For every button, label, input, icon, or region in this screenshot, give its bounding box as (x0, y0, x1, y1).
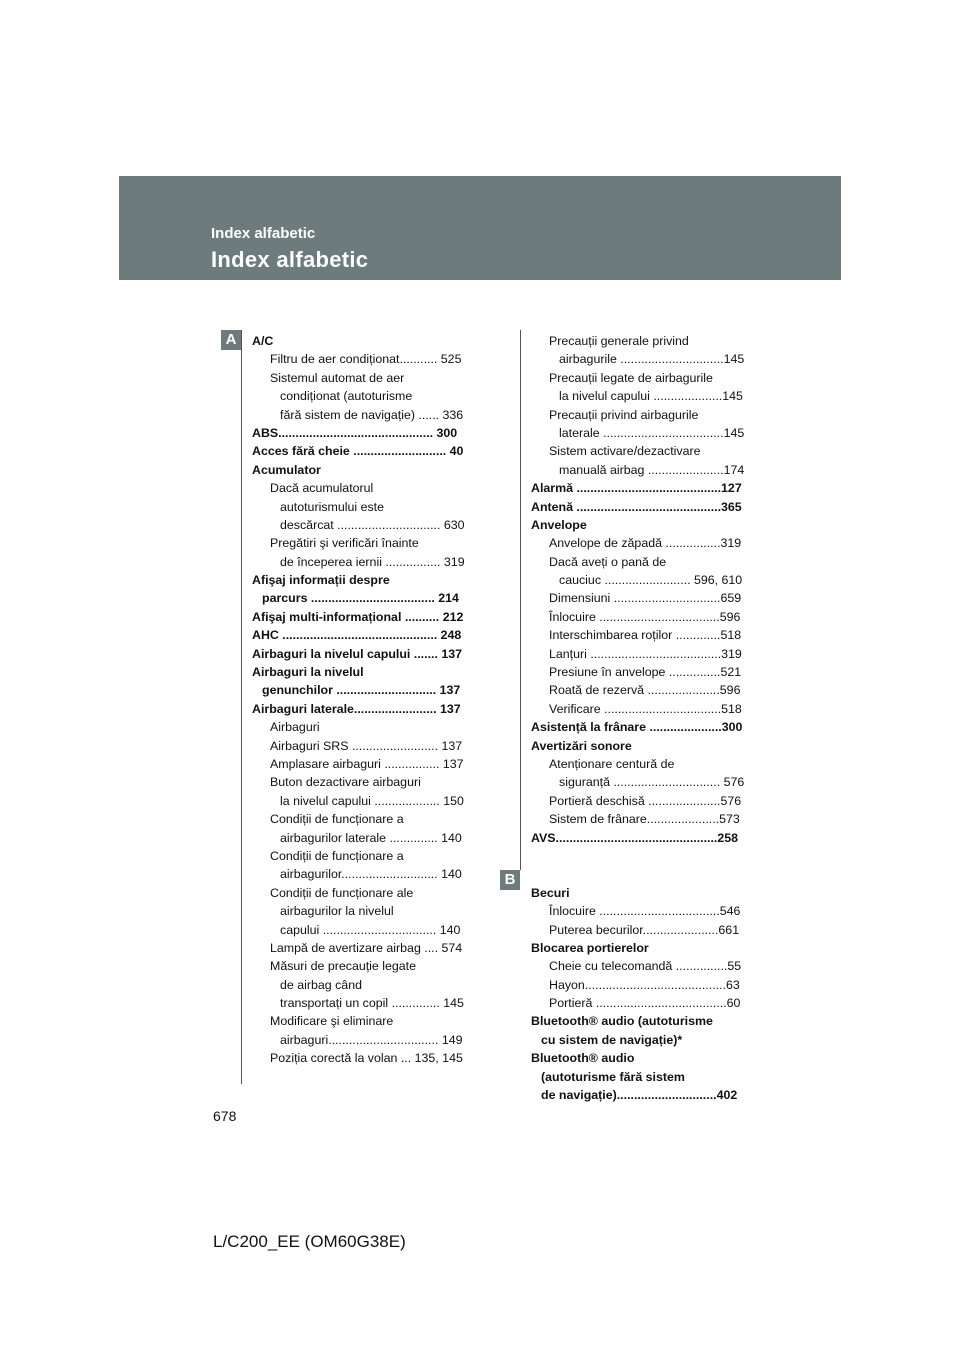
blank-line (531, 865, 751, 883)
page-number: 678 (213, 1108, 237, 1124)
index-entry: Precauții generale privind (549, 334, 689, 348)
index-entry: Precauții privind airbagurile (549, 407, 699, 422)
index-entry: Portieră deschisă .....................576 (549, 793, 742, 808)
index-entry: AHC ............................................. 248 (252, 628, 462, 643)
index-entry: Avertizări sonore (531, 738, 632, 753)
index-entry: ABS............................................. 300 (252, 425, 458, 440)
index-entry: Becuri (531, 885, 570, 900)
index-entry: airbagurilor la nivelul (280, 904, 394, 919)
index-entry: Precauții legate de airbagurile (549, 370, 713, 385)
index-entry: Poziția corectă la volan ... 135, 145 (270, 1051, 463, 1066)
index-entry: Anvelope de zăpadă ................319 (549, 536, 742, 551)
index-entry: de începerea iernii ................ 319 (280, 554, 465, 569)
index-entry: Pregătiri şi verificări înainte (270, 536, 419, 551)
index-entry: Acumulator (252, 462, 321, 477)
index-entry: cauciuc ......................... 596, 610 (559, 573, 743, 588)
index-entry: laterale ...................................145 (559, 425, 745, 440)
index-entry: Amplasare airbaguri ................ 137 (270, 756, 464, 771)
index-entry: Cheie cu telecomandă ...............55 (549, 959, 742, 974)
index-entry: de airbag când (280, 977, 362, 992)
index-entry: Bluetooth® audio (531, 1051, 635, 1066)
index-entry: Afişaj multi-informațional .......... 212 (252, 609, 464, 624)
index-entry: Portieră ......................................60 (549, 996, 741, 1011)
right-column-rule (520, 330, 521, 870)
index-entry: airbagurilor............................ 140 (280, 867, 462, 882)
index-entry: airbaguri................................ 149 (280, 1032, 463, 1047)
index-entry: Sistem de frânare.....................573 (549, 812, 740, 827)
index-entry: la nivelul capului ................... 150 (280, 793, 464, 808)
index-entry: Airbaguri la nivelul capului ....... 137 (252, 646, 463, 661)
section-letter-a: A (221, 330, 241, 350)
index-entry: genunchilor ............................. 137 (262, 683, 461, 698)
index-entry: Airbaguri la nivelul (252, 665, 364, 680)
index-entry: Antenă ..........................................365 (531, 499, 742, 514)
index-entry: airbagurilor laterale .............. 140 (280, 830, 462, 845)
index-entry: Airbaguri SRS ......................... 137 (270, 738, 463, 753)
index-entry: (autoturisme fără sistem (541, 1069, 685, 1084)
index-entry: Dacă aveți o pană de (549, 554, 667, 569)
index-entry: airbagurile ..............................145 (559, 352, 745, 367)
index-entry: Alarmă ..........................................127 (531, 481, 742, 496)
index-entry: Airbaguri (270, 720, 320, 735)
index-left-column (252, 332, 472, 1068)
index-entry: Hayon.........................................63 (549, 977, 740, 992)
blank-line (531, 847, 751, 865)
header-title: Index alfabetic (211, 247, 369, 272)
index-entry: transportați un copil .............. 145 (280, 996, 464, 1011)
index-right-column (531, 332, 751, 1104)
index-entry: Măsuri de precauție legate (270, 959, 417, 974)
index-entry: Sistemul automat de aer (270, 370, 405, 385)
index-entry: Condiții de funcționare a (270, 848, 404, 863)
footer-code: L/C200_EE (OM60G38E) (213, 1232, 406, 1251)
index-entry: Blocarea portierelor (531, 940, 649, 955)
index-entry: Verificare ..................................518 (549, 701, 742, 716)
index-entry: Buton dezactivare airbaguri (270, 775, 421, 790)
index-entry: la nivelul capului ....................145 (559, 389, 743, 404)
index-entry: Roată de rezervă .....................596 (549, 683, 741, 698)
index-entry: AVS...............................................258 (531, 830, 739, 845)
index-entry: Interschimbarea roților .............518 (549, 628, 742, 643)
index-entry: Presiune în anvelope ...............521 (549, 665, 742, 680)
index-entry: Înlocuire ...................................546 (549, 904, 741, 919)
index-entry: autoturismului este (280, 499, 384, 514)
index-entry: Lanțuri ......................................319 (549, 646, 742, 661)
index-entry: Puterea becurilor......................661 (549, 922, 740, 937)
index-entry: Acces fără cheie ........................... 40 (252, 444, 464, 459)
index-entry: Airbaguri laterale........................ 137 (252, 701, 461, 716)
index-entry: fără sistem de navigație) ...... 336 (280, 407, 464, 422)
index-entry: Filtru de aer condiționat........... 525 (270, 352, 462, 367)
index-entry: Afişaj informații despre (252, 573, 390, 588)
index-entry: Bluetooth® audio (autoturisme (531, 1014, 713, 1029)
index-entry: Condiții de funcționare ale (270, 885, 414, 900)
index-entry: parcurs .................................... 214 (262, 591, 459, 606)
index-entry: A/C (252, 334, 274, 348)
index-entry: condiționat (autoturisme (280, 389, 413, 404)
index-entry: siguranță ............................... 576 (559, 775, 745, 790)
header-subtitle: Index alfabetic (211, 225, 316, 242)
index-entry: Dimensiuni ...............................659 (549, 591, 742, 606)
index-entry: Înlocuire ...................................596 (549, 609, 741, 624)
index-entry: Atenționare centură de (549, 756, 675, 771)
left-column-rule (241, 330, 242, 1084)
index-entry: Sistem activare/dezactivare (549, 444, 701, 459)
index-entry: Condiții de funcționare a (270, 812, 404, 827)
index-entry: manuală airbag ......................174 (559, 462, 745, 477)
index-entry: cu sistem de navigație)* (541, 1032, 683, 1047)
section-letter-b: B (500, 870, 520, 890)
index-entry: Anvelope (531, 517, 587, 532)
index-entry: de navigație).............................402 (541, 1088, 738, 1103)
index-entry: Modificare şi eliminare (270, 1014, 394, 1029)
index-entry: Lampă de avertizare airbag .... 574 (270, 940, 463, 955)
index-entry: Dacă acumulatorul (270, 481, 374, 496)
index-entry: Asistență la frânare .....................300 (531, 720, 743, 735)
page-header (119, 176, 841, 280)
index-entry: capului ................................. 140 (280, 922, 461, 937)
index-entry: descărcat .............................. 630 (280, 517, 465, 532)
